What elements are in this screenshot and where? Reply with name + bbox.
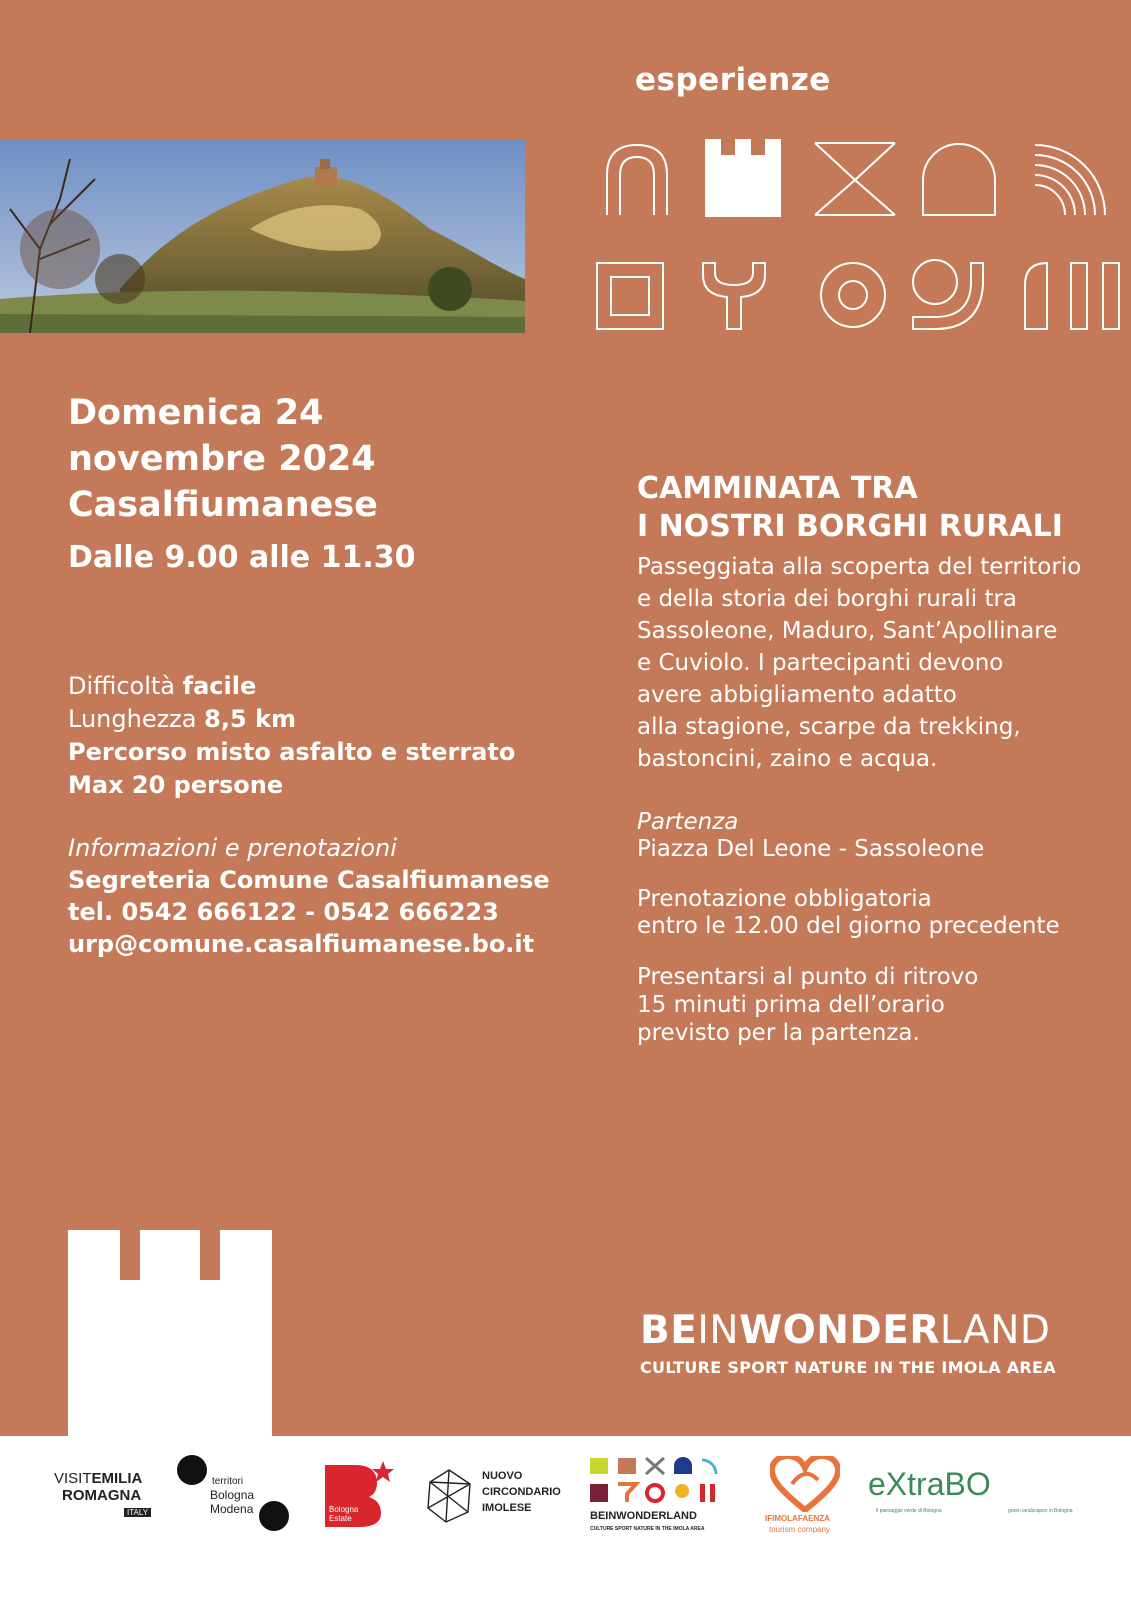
emilia-word: EMILIA — [91, 1470, 143, 1487]
walk-title — [637, 470, 1063, 546]
visit-word: VISIT — [54, 1470, 92, 1487]
extrabo-small-1: il paesaggio verde di Bologna — [876, 1508, 942, 1514]
brand-tagline: CULTURE SPORT NATURE IN THE IMOLA AREA — [640, 1358, 1056, 1377]
arrive-line-3: previsto per la partenza. — [637, 1020, 920, 1046]
length-label: Lunghezza — [68, 705, 205, 733]
brand-wordmark — [640, 1308, 1050, 1353]
nuovo-word: NUOVO — [482, 1470, 523, 1482]
visit-emilia-romagna-logo[interactable] — [54, 1470, 154, 1530]
imolafaenza-word: IFIMOLAFAENZA — [765, 1514, 830, 1523]
modena-word: Modena — [210, 1502, 254, 1516]
contact-email[interactable]: urp@comune.casalfiumanese.bo.it — [68, 930, 535, 958]
biw-tagline: CULTURE SPORT NATURE IN THE IMOLA AREA — [590, 1526, 705, 1532]
heart-icon — [770, 1456, 840, 1512]
extrabo-word: eXtraBO — [868, 1466, 991, 1502]
imolese-word: IMOLESE — [482, 1502, 532, 1514]
booking-note — [637, 886, 1060, 940]
difficulty-row — [68, 670, 515, 703]
contact-office: Segreteria Comune Casalfiumanese — [68, 866, 550, 894]
desc-line: bastoncini, zaino e acqua. — [637, 746, 938, 772]
contact-heading: Informazioni e prenotazioni — [68, 834, 397, 862]
landscape-photo — [0, 139, 525, 333]
polyhedron-icon — [424, 1468, 474, 1524]
contact-block — [68, 832, 550, 960]
bologna-word: Bologna — [210, 1488, 255, 1502]
event-time: Dalle 9.00 alle 11.30 — [68, 540, 416, 575]
difficulty-value: facile — [182, 672, 257, 700]
romagna-word: ROMAGNA — [62, 1487, 142, 1504]
extrabo-small-2: green landscapes in Bologna — [1008, 1508, 1073, 1514]
date-line-1: Domenica 24 — [68, 393, 324, 433]
extrabo-logo[interactable] — [868, 1466, 1078, 1526]
nuovo-circondario-imolese-logo[interactable] — [424, 1468, 574, 1528]
tourism-word: tourism company — [769, 1525, 830, 1534]
arrival-note — [637, 963, 978, 1047]
italy-word: ITALY — [124, 1508, 151, 1517]
desc-line: e della storia dei borghi rurali tra — [637, 586, 1018, 612]
desc-line: Sassoleone, Maduro, Sant’Apollinare — [637, 618, 1058, 644]
brand-part-land: LAND — [939, 1308, 1051, 1353]
route-info: Percorso misto asfalto e sterrato — [68, 738, 516, 766]
booking-line-1: Prenotazione obbligatoria — [637, 886, 932, 912]
walk-title-line-2: I NOSTRI BORGHI RURALI — [637, 509, 1063, 544]
bologna-estate-logo[interactable] — [325, 1461, 395, 1529]
event-place: Casalfiumanese — [68, 485, 378, 525]
difficulty-label: Difficoltà — [68, 672, 183, 700]
biw-glyphs-icon — [590, 1456, 730, 1508]
desc-line: alla stagione, scarpe da trekking, — [637, 714, 1021, 740]
brand-part-in: IN — [697, 1308, 740, 1353]
bologna-estate-word: Bologna Estate — [329, 1505, 359, 1523]
date-line-2: novembre 2024 — [68, 439, 376, 479]
beinwonderland-small-logo[interactable] — [588, 1456, 738, 1536]
territori-bologna-modena-logo[interactable] — [176, 1454, 296, 1534]
desc-line: e Cuviolo. I partecipanti devono — [637, 650, 1004, 676]
biw-name: BEINWONDERLAND — [590, 1510, 697, 1522]
brand-glyph-pattern — [585, 135, 1131, 340]
castle-tower-icon — [68, 1230, 272, 1436]
brand-part-be: BE — [640, 1308, 698, 1353]
booking-line-2: entro le 12.00 del giorno precedente — [637, 913, 1060, 939]
desc-line: avere abbigliamento adatto — [637, 682, 957, 708]
walk-title-line-1: CAMMINATA TRA — [637, 471, 918, 506]
arrive-line-2: 15 minuti prima dell’orario — [637, 992, 945, 1018]
header-tag: esperienze — [635, 62, 831, 98]
contact-phone[interactable]: tel. 0542 666122 - 0542 666223 — [68, 898, 499, 926]
departure-place: Piazza Del Leone - Sassoleone — [637, 836, 985, 862]
departure-block — [637, 809, 984, 863]
circondario-word: CIRCONDARIO — [482, 1486, 561, 1498]
max-participants: Max 20 persone — [68, 771, 284, 799]
departure-label: Partenza — [637, 809, 739, 835]
length-value: 8,5 km — [204, 705, 296, 733]
territori-word: territori — [212, 1476, 244, 1487]
event-details — [68, 670, 515, 802]
event-date-place — [68, 390, 378, 528]
partner-logos — [0, 1436, 1131, 1600]
arrive-line-1: Presentarsi al punto di ritrovo — [637, 964, 979, 990]
length-row — [68, 703, 515, 736]
desc-line: Passeggiata alla scoperta del territorio — [637, 554, 1082, 580]
walk-description — [637, 551, 1081, 775]
brand-part-wonder: WONDER — [739, 1308, 940, 1353]
imolafaenza-logo[interactable] — [765, 1456, 845, 1536]
